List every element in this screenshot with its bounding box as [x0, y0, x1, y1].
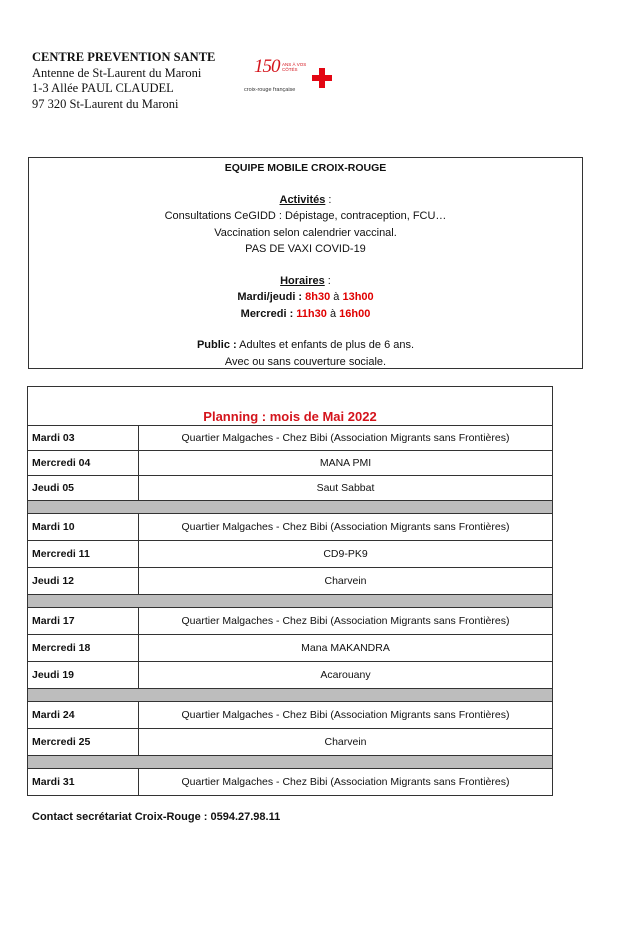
- hours-line-1: Mardi/jeudi : 8h30 à 13h00: [237, 291, 374, 303]
- day-cell: Mercredi 11: [28, 541, 139, 568]
- day-cell: Jeudi 05: [28, 476, 139, 501]
- logo-anniversary-subtitle: ANS À VOS CÔTÉS: [282, 62, 307, 72]
- location-cell: Quartier Malgaches - Chez Bibi (Association Migrants sans Frontières): [139, 608, 553, 635]
- location-cell: Quartier Malgaches - Chez Bibi (Association Migrants sans Frontières): [139, 426, 553, 451]
- activity-line: Vaccination selon calendrier vaccinal.: [214, 226, 397, 239]
- day-cell: Mercredi 25: [28, 729, 139, 756]
- red-cross-icon: [312, 68, 332, 88]
- table-row: [28, 568, 553, 595]
- contact-line: Contact secrétariat Croix-Rouge : 0594.27.98.11: [32, 811, 281, 823]
- table-row: [28, 635, 553, 662]
- planning-title: Planning : mois de Mai 2022: [28, 387, 553, 426]
- table-row: [28, 769, 553, 796]
- day-cell: Mardi 17: [28, 608, 139, 635]
- hours-heading: Horaires :: [280, 274, 331, 287]
- table-row: [28, 426, 553, 451]
- day-cell: Mardi 24: [28, 702, 139, 729]
- day-cell: Mardi 31: [28, 769, 139, 796]
- address-line-1: Antenne de St-Laurent du Maroni: [32, 65, 202, 80]
- activity-line: Consultations CeGIDD : Dépistage, contraception, FCU…: [164, 210, 447, 222]
- activities-heading: Activités :: [279, 193, 332, 206]
- table-row: [28, 451, 553, 476]
- croix-rouge-logo: [244, 56, 336, 98]
- logo-brand-text: croix-rouge française: [244, 87, 296, 93]
- public-line: Public : Adultes et enfants de plus de 6 ans.: [196, 339, 415, 351]
- location-cell: CD9-PK9: [139, 541, 553, 568]
- day-cell: Jeudi 12: [28, 568, 139, 595]
- location-cell: Mana MAKANDRA: [139, 635, 553, 662]
- location-cell: Charvein: [139, 568, 553, 595]
- day-cell: Mercredi 18: [28, 635, 139, 662]
- table-row: [28, 514, 553, 541]
- address-line-3: 97 320 St-Laurent du Maroni: [32, 96, 179, 111]
- planning-table: [27, 386, 553, 796]
- table-row: [28, 729, 553, 756]
- week-separator: [28, 595, 553, 608]
- week-separator: [28, 689, 553, 702]
- day-cell: Mercredi 04: [28, 451, 139, 476]
- location-cell: Acarouany: [139, 662, 553, 689]
- public-line-2: Avec ou sans couverture sociale.: [224, 355, 387, 368]
- location-cell: Saut Sabbat: [139, 476, 553, 501]
- hours-line-2: Mercredi : 11h30 à 16h00: [240, 307, 371, 320]
- location-cell: Quartier Malgaches - Chez Bibi (Association Migrants sans Frontières): [139, 514, 553, 541]
- activity-line: PAS DE VAXI COVID-19: [245, 243, 366, 255]
- table-row: [28, 541, 553, 568]
- info-box: [28, 157, 583, 369]
- day-cell: Mardi 10: [28, 514, 139, 541]
- week-separator: [28, 501, 553, 514]
- location-cell: Charvein: [139, 729, 553, 756]
- organization-name: CENTRE PREVENTION SANTE: [32, 50, 216, 64]
- location-cell: MANA PMI: [139, 451, 553, 476]
- team-title: EQUIPE MOBILE CROIX-ROUGE: [224, 162, 387, 174]
- location-cell: Quartier Malgaches - Chez Bibi (Association Migrants sans Frontières): [139, 702, 553, 729]
- table-row: [28, 476, 553, 501]
- address-block: [32, 50, 215, 112]
- day-cell: Mardi 03: [28, 426, 139, 451]
- day-cell: Jeudi 19: [28, 662, 139, 689]
- week-separator: [28, 756, 553, 769]
- logo-anniversary-number: 150: [254, 56, 280, 77]
- table-row: [28, 702, 553, 729]
- table-row: [28, 608, 553, 635]
- table-row: [28, 662, 553, 689]
- address-line-2: 1-3 Allée PAUL CLAUDEL: [32, 81, 174, 95]
- location-cell: Quartier Malgaches - Chez Bibi (Association Migrants sans Frontières): [139, 769, 553, 796]
